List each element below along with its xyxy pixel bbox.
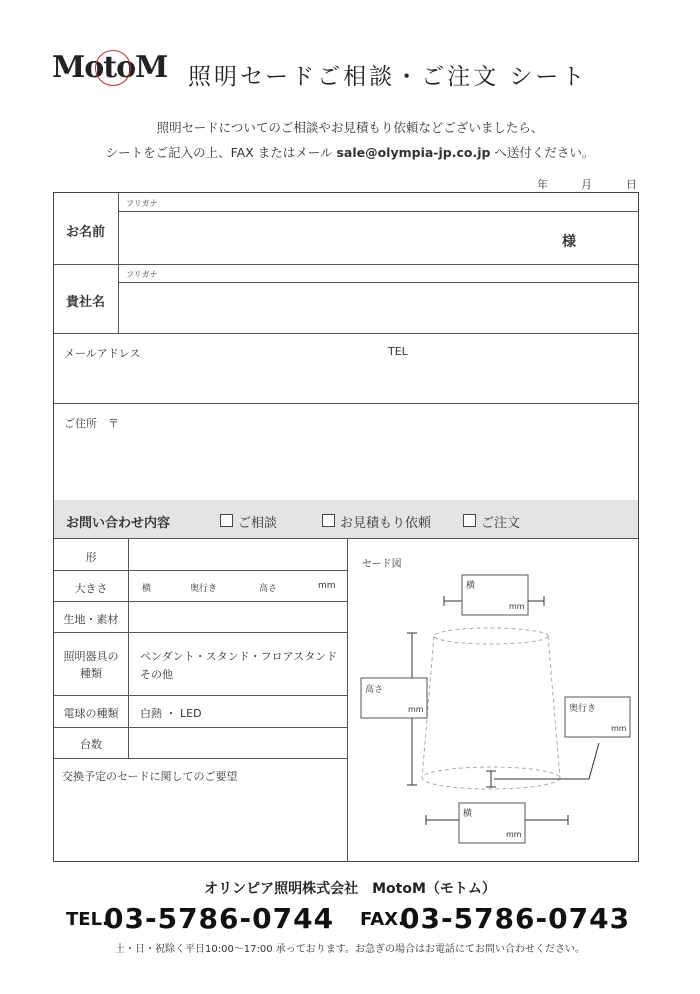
date-month: 月 xyxy=(581,178,592,191)
date-day: 日 xyxy=(626,178,637,191)
shade-diagram xyxy=(54,193,638,861)
page-title: 照明セードご相談・ご注文 シート xyxy=(188,64,588,90)
inquiry-form xyxy=(53,192,639,862)
size-depth-label: 奥行き xyxy=(190,584,218,594)
tel-number[interactable]: 03-5786-0744 xyxy=(104,902,335,935)
fixture-options-line-2: その他 xyxy=(140,668,173,681)
business-hours-note: 土・日・祝除く平日10:00〜17:00 承っております。お急ぎの場合はお電話にてお問い合わせください。 xyxy=(114,944,585,955)
shade-top-ellipse xyxy=(434,628,548,644)
bulb-type-label: 電球の種類 xyxy=(63,707,119,720)
date-year: 年 xyxy=(537,178,548,191)
name-furigana-label: フリガナ xyxy=(126,199,158,208)
name-label: お名前 xyxy=(66,225,106,240)
logo-ring-mark xyxy=(95,50,131,86)
diagram-height-unit: mm xyxy=(408,705,424,714)
order-option-label: ご注文 xyxy=(481,516,521,531)
depth-leader-line xyxy=(494,743,599,779)
diagram-top-width-label: 横 xyxy=(466,581,476,591)
size-label: 大きさ xyxy=(74,582,108,595)
fixture-type-label-line-2: 種類 xyxy=(80,667,102,680)
diagram-height-label: 高さ xyxy=(365,685,384,695)
shade-right-edge xyxy=(548,636,560,778)
request-label: 交換予定のセードに関してのご要望 xyxy=(62,770,238,783)
company-label: 貴社名 xyxy=(66,295,106,310)
fixture-options-line-1: ペンダント・スタンド・フロアスタンド xyxy=(140,650,338,663)
intro-line-1: 照明セードについてのご相談やお見積もり依頼などございましたら、 xyxy=(156,120,544,135)
quantity-label: 台数 xyxy=(80,738,102,751)
diagram-bottom-width-label: 横 xyxy=(463,809,473,819)
company-furigana-label: フリガナ xyxy=(126,270,158,279)
company-name: オリンピア照明株式会社 MotoM（モトム） xyxy=(204,881,496,897)
tel-label: TEL xyxy=(388,345,408,358)
fax-number[interactable]: 03-5786-0743 xyxy=(400,902,631,935)
fixture-type-label-line-1: 照明器具の xyxy=(63,650,119,663)
size-unit-label: mm xyxy=(318,581,336,591)
diagram-title: セード図 xyxy=(362,559,402,570)
diagram-depth-unit: mm xyxy=(611,724,627,733)
intro-line-2 xyxy=(0,140,700,166)
intro-line-2-prefix: シートをご記入の上、FAX またはメール xyxy=(105,145,337,160)
email-address: sale@olympia-jp.co.jp xyxy=(336,145,491,160)
material-label: 生地・素材 xyxy=(63,613,119,626)
fax-prefix: FAX. xyxy=(360,909,405,930)
address-label: ご住所 〒 xyxy=(64,417,119,430)
name-honorific: 様 xyxy=(562,234,576,250)
consult-option-label: ご相談 xyxy=(238,516,278,531)
bulb-options: 白熱 ・ LED xyxy=(140,707,202,720)
shape-label: 形 xyxy=(85,551,97,564)
size-width-label: 横 xyxy=(142,584,152,594)
diagram-depth-label: 奥行き xyxy=(569,704,597,714)
tel-prefix: TEL. xyxy=(66,909,109,930)
motom-logo: MotoM xyxy=(52,50,168,85)
size-height-label: 高さ xyxy=(259,584,278,594)
intro-line-2-suffix: へ送付ください。 xyxy=(490,145,595,160)
diagram-top-width-unit: mm xyxy=(509,602,525,611)
inquiry-label: お問い合わせ内容 xyxy=(66,516,171,531)
email-label: メールアドレス xyxy=(64,347,141,360)
diagram-bottom-width-unit: mm xyxy=(506,830,522,839)
estimate-option-label: お見積もり依頼 xyxy=(340,516,432,531)
